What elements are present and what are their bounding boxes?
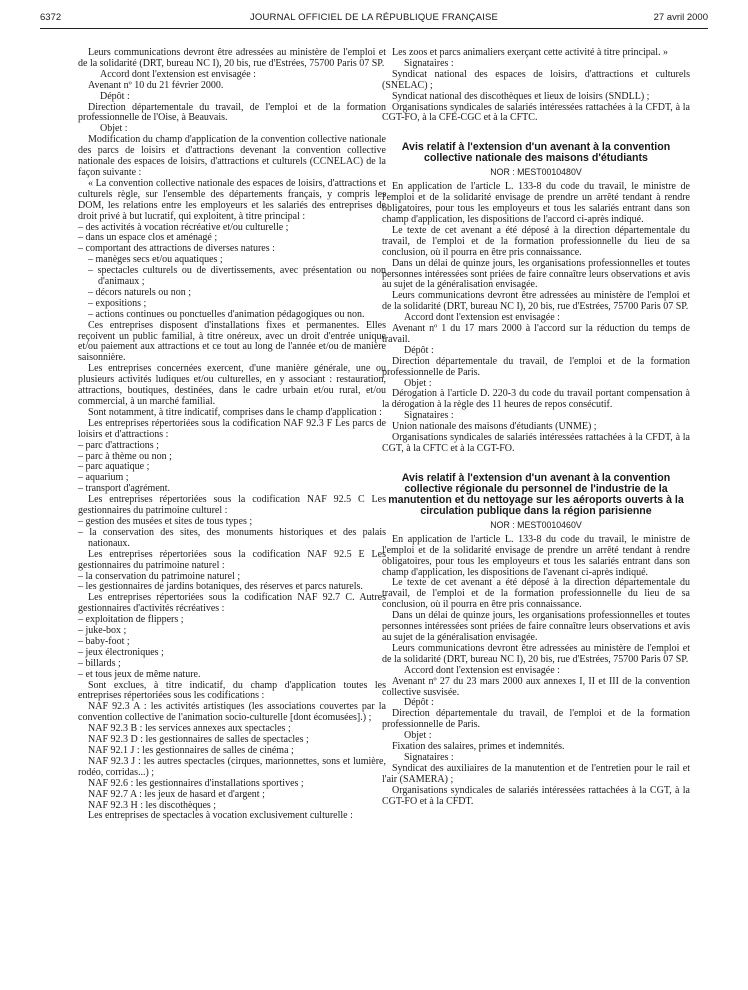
section-label: Accord dont l'extension est envisagée :: [100, 68, 256, 80]
list-item: – les gestionnaires de jardins botaniques, des réserves et parcs naturels.: [78, 581, 363, 593]
paragraph: Les entreprises répertoriées sous la codification NAF 92.3 F Les parcs de loisirs et d'attractions :: [78, 417, 386, 440]
paragraph: Avenant nº 27 du 23 mars 2000 aux annexes I, II et III de la convention collective susvisée.: [382, 675, 690, 698]
notice-title: Avis relatif à l'extension d'un avenant à la convention collective régionale du personnel de l'industrie de la manutention et du nettoyage sur les aéroports ouverts à la circulation publique dans la région parisienne: [388, 471, 684, 517]
journal-title: JOURNAL OFFICIEL DE LA RÉPUBLIQUE FRANÇAISE: [249, 12, 499, 23]
paragraph: NAF 92.6 : les gestionnaires d'installations sportives ;: [88, 777, 304, 789]
list-item: – baby-foot ;: [78, 635, 130, 647]
list-item: – billards ;: [78, 657, 121, 669]
paragraph: Organisations syndicales de salariés intéressées rattachées à la CFDT, à la CGT, à la CFTC et à la CGT-FO.: [382, 432, 690, 454]
paragraph: Direction départementale du travail, de l'emploi et de la formation professionnelle de Paris.: [382, 355, 690, 378]
list-item: – actions continues ou ponctuelles d'animation pédagogiques ou non.: [88, 308, 365, 320]
paragraph: NAF 92.3 B : les services annexes aux spectacles ;: [88, 723, 291, 735]
section-spacer: [382, 455, 690, 473]
section-label: Objet :: [404, 377, 432, 389]
paragraph: Fixation des salaires, primes et indemnités.: [392, 741, 565, 753]
paragraph: « La convention collective nationale des espaces de loisirs, d'attractions et culturels règle, sur l'ensemble des départements français, y compris les DOM, les relations entre les employeurs et les salariés des entreprises de droit privé à but lucratif, qui exploitent, à titre principal :: [78, 177, 386, 222]
paragraph: Modification du champ d'application de la convention collective nationale des parcs de loisirs et d'attractions devenant la convention collective nationale des espaces de loisirs, d'attractions et culturels (CCNELAC) de la façon suivante :: [78, 134, 386, 178]
list-item: – et tous jeux de même nature.: [78, 668, 201, 680]
page-header: [40, 12, 708, 28]
section-label: Signataires :: [404, 57, 454, 69]
paragraph: Syndicat des auxiliaires de la manutention et de l'entretien pour le rail et l'air (SAMERA) ;: [382, 762, 690, 785]
paragraph: Direction départementale du travail, de l'emploi et de la formation professionnelle de l'Oise, à Beauvais.: [78, 101, 386, 124]
issue-date: 27 avril 2000: [653, 12, 708, 23]
section-label: Dépôt :: [100, 90, 130, 102]
paragraph: NAF 92.1 J : les gestionnaires de salles de cinéma ;: [88, 745, 294, 756]
paragraph: NAF 92.3 D : les gestionnaires de salles de spectacles ;: [88, 734, 309, 746]
paragraph: Organisations syndicales de salariés intéressées rattachées à la CGT, à la CGT-FO et à la CFDT.: [382, 784, 690, 807]
list-item: – des activités à vocation récréative et/ou culturelle ;: [78, 221, 289, 233]
paragraph: Sont notamment, à titre indicatif, comprises dans le champ d'application :: [88, 406, 382, 418]
list-item: – parc à thème ou non ;: [78, 450, 172, 462]
list-item: – décors naturels ou non ;: [88, 286, 192, 298]
paragraph: Direction départementale du travail, de l'emploi et de la formation professionnelle de Paris.: [382, 708, 690, 731]
paragraph: Dérogation à l'article D. 220-3 du code du travail portant compensation à la dérogation à la règle des 11 heures de repos consécutif.: [382, 388, 690, 411]
section-label: Objet :: [404, 730, 432, 742]
paragraph: Les entreprises répertoriées sous la codification NAF 92.5 C Les gestionnaires du patrimoine culturel :: [78, 494, 386, 517]
paragraph: Organisations syndicales de salariés intéressées rattachées à la CFDT, à la CGT-FO, à la CFE-CGC et à la CFTC.: [382, 101, 690, 124]
paragraph: Leurs communications devront être adressées au ministère de l'emploi et de la solidarité (DRT, bureau NC I), 20 bis, rue d'Estrées, 75700 Paris 07 SP.: [382, 642, 690, 665]
list-item: – parc d'attractions ;: [78, 439, 159, 451]
header-rule: [40, 28, 708, 29]
list-item: – comportant des attractions de diverses natures :: [78, 243, 275, 255]
paragraph: En application de l'article L. 133-8 du code du travail, le ministre de l'emploi et de la solidarité envisage de prendre un arrêté tendant à rendre obligatoires, pour tous les employeurs et tous les salariés entrant dans son champ d'application, les dispositions de l'accord ci-après indiqué.: [382, 181, 690, 225]
paragraph: Les entreprises répertoriées sous la codification NAF 92.7 C. Autres gestionnaires d'activités récréatives :: [78, 592, 386, 615]
paragraph: Leurs communications devront être adressées au ministère de l'emploi et de la solidarité (DRT, bureau NC I), 20 bis, rue d'Estrées, 75700 Paris 07 SP.: [78, 47, 386, 69]
list-item: – exploitation de flippers ;: [78, 614, 184, 626]
notice-title: Avis relatif à l'extension d'un avenant à la convention collective nationale des maisons d'étudiants: [401, 141, 671, 165]
paragraph: Les entreprises concernées exercent, d'une manière générale, une ou plusieurs activités ludiques et/ou culturelles, en y associant : restauration, attractions, boutiques, destinées, dans le cadre urbain et/ou rural, et/ou commercial, à un marché familial.: [78, 363, 386, 407]
paragraph: Avenant nº 10 du 21 février 2000.: [88, 79, 224, 91]
list-item: – la conservation des sites, des monuments historiques et des palais nationaux.: [78, 526, 386, 549]
paragraph: Les entreprises répertoriées sous la codification NAF 92.5 E Les gestionnaires du patrimoine naturel :: [78, 548, 386, 571]
paragraph: Les entreprises de spectacles à vocation exclusivement culturelle :: [88, 810, 353, 822]
list-item: – transport d'agrément.: [78, 483, 171, 495]
nor-reference: NOR : MEST0010480V: [490, 167, 582, 178]
list-item: – expositions ;: [88, 297, 147, 309]
paragraph: Syndicat national des discothèques et lieux de loisirs (SNDLL) ;: [392, 90, 650, 102]
paragraph: Avenant nº 1 du 17 mars 2000 à l'accord sur la réduction du temps de travail.: [382, 323, 690, 345]
list-item: – jeux électroniques ;: [78, 646, 164, 658]
paragraph: NAF 92.7 A : les jeux de hasard et d'argent ;: [88, 788, 265, 800]
section-label: Dépôt :: [404, 697, 434, 709]
paragraph: Le texte de cet avenant a été déposé à la direction départementale du travail, de l'emploi et de la formation professionnelle du lieu de sa conclusion, où il pourra en être pris connaissance.: [382, 224, 690, 258]
list-item: – la conservation du patrimoine naturel ;: [78, 570, 241, 582]
list-item: – juke-box ;: [78, 625, 127, 637]
list-item: – parc aquatique ;: [78, 461, 150, 473]
section-label: Accord dont l'extension est envisagée :: [404, 664, 560, 676]
paragraph: Ces entreprises disposent d'installations fixes et permanentes. Elles reçoivent un public familial, à titre onéreux, avec un droit d'entrée unique et/ou paiement aux attractions et ce tout au long de l'année et/ou de manière saisonnière.: [78, 319, 386, 364]
list-item: – gestion des musées et sites de tous types ;: [78, 515, 253, 527]
paragraph: Dans un délai de quinze jours, les organisations professionnelles et toutes personnes intéressées sont priées de faire connaître leurs observations et avis au sujet de la généralisation envisagée.: [382, 610, 690, 643]
list-item: – dans un espace clos et aménagé ;: [78, 232, 218, 244]
section-spacer: [382, 124, 690, 142]
left-column: [78, 48, 386, 822]
right-column: [382, 48, 690, 807]
section-label: Accord dont l'extension est envisagée :: [404, 312, 560, 324]
paragraph: Dans un délai de quinze jours, les organisations professionnelles et toutes personnes intéressées sont priées de faire connaître leurs observations et avis au sujet de la généralisation envisagée.: [382, 257, 690, 291]
list-item: – manèges secs et/ou aquatiques ;: [88, 254, 223, 266]
paragraph: Sont exclues, à titre indicatif, du champ d'application toutes les entreprises répertoriées sous les codifications :: [78, 679, 386, 702]
page-number: 6372: [40, 12, 62, 23]
section-label: Signataires :: [404, 410, 454, 422]
section-label: Objet :: [100, 123, 128, 135]
section-label: Dépôt :: [404, 344, 434, 356]
nor-reference: NOR : MEST0010460V: [490, 519, 582, 530]
paragraph: Syndicat national des espaces de loisirs, d'attractions et culturels (SNELAC) ;: [382, 68, 690, 91]
paragraph: En application de l'article L. 133-8 du code du travail, le ministre de l'emploi et de la solidarité envisage de prendre un arrêté tendant à rendre obligatoires, pour tous les employeurs et tous les salariés entrant dans son champ d'application, les dispositions de l'avenant ci-après indiqué.: [382, 533, 690, 578]
paragraph: NAF 92.3 J : les autres spectacles (cirques, marionnettes, sons et lumière, rodéo, corridas...) ;: [78, 755, 386, 778]
paragraph: Union nationale des maisons d'étudiants (UNME) ;: [392, 421, 597, 433]
paragraph: Leurs communications devront être adressées au ministère de l'emploi et de la solidarité (DRT, bureau NC I), 20 bis, rue d'Estrées, 75700 Paris 07 SP.: [382, 290, 690, 313]
paragraph: Le texte de cet avenant a été déposé à la direction départementale du travail, de l'emploi et de la formation professionnelle du lieu de sa conclusion, où il pourra en être pris connaissance.: [382, 577, 690, 611]
paragraph: NAF 92.3 H : les discothèques ;: [88, 799, 217, 811]
list-item: – spectacles culturels ou de divertissements, avec présentation ou non d'animaux ;: [88, 265, 386, 288]
paragraph: NAF 92.3 A : les activités artistiques (les associations couvertes par la convention collective de l'animation socio-culturelle [dont écomusées].) ;: [78, 701, 386, 724]
section-label: Signataires :: [404, 751, 454, 763]
list-item: – aquarium ;: [78, 472, 129, 484]
paragraph: Les zoos et parcs animaliers exerçant cette activité à titre principal. »: [392, 47, 668, 58]
